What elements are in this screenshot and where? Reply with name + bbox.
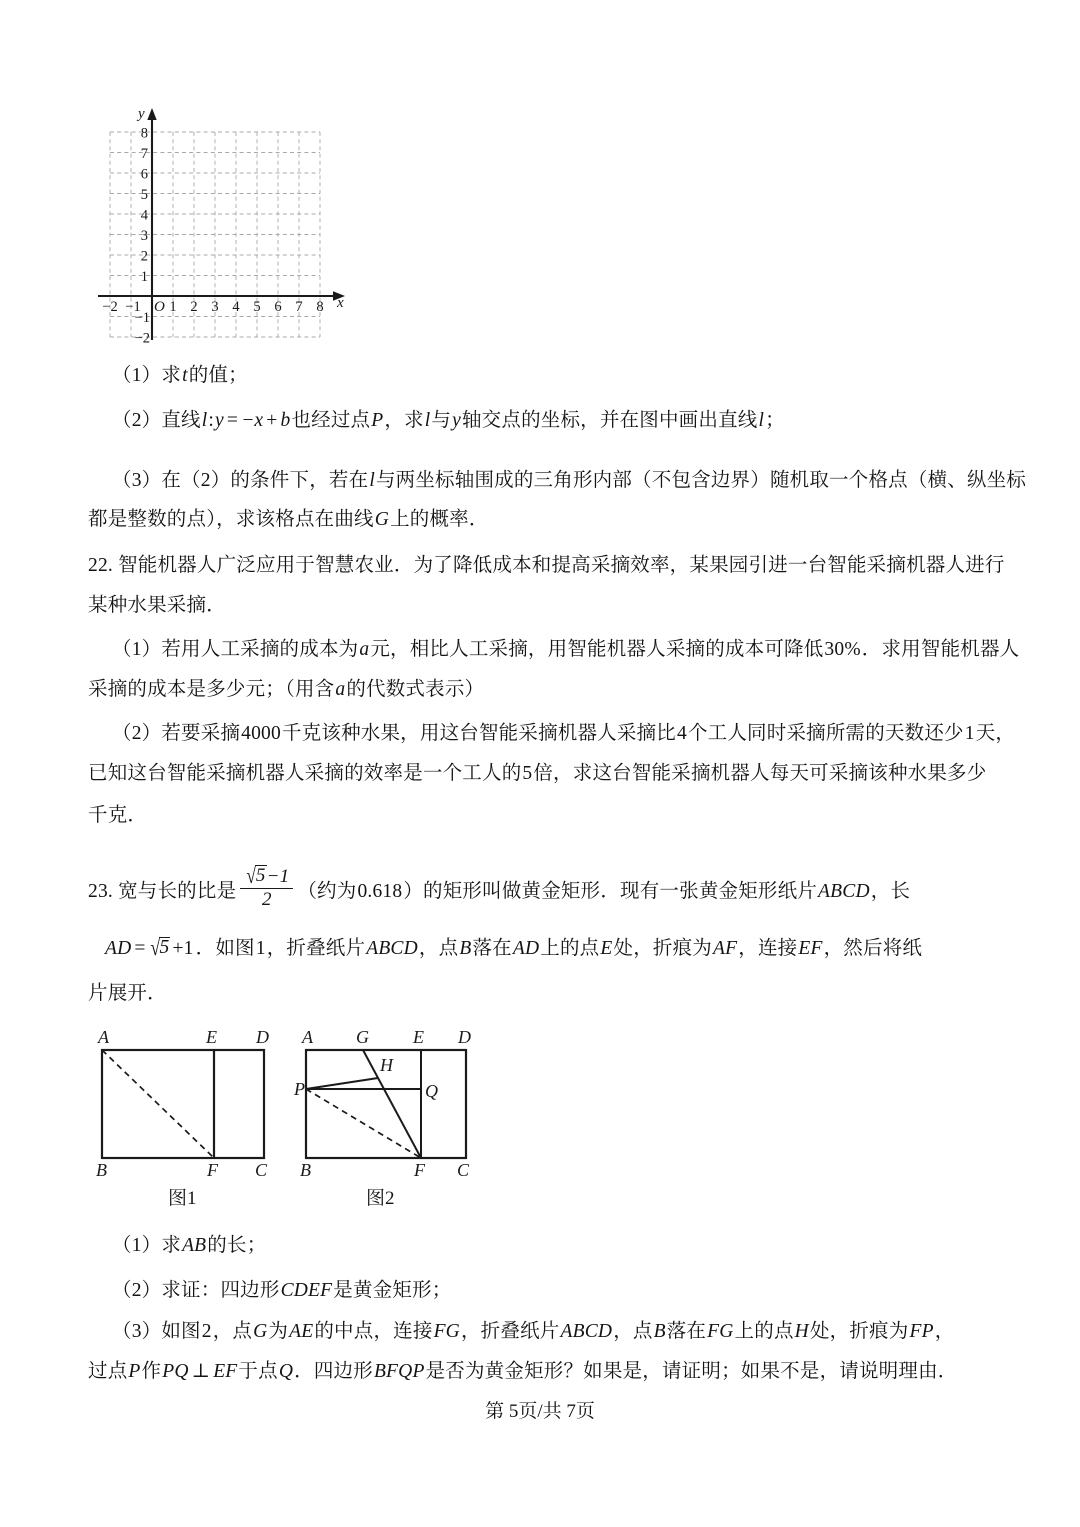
fraction-numerator-tail: −1 bbox=[266, 866, 290, 887]
q21-part3-l1b: 与两坐标轴围成的三角形内部（不包含边界）随机取一个格点（横、纵坐标 bbox=[375, 470, 1027, 491]
q23-AD: AD bbox=[105, 938, 132, 959]
q23-p3-l1a: （3）如图 bbox=[112, 1321, 201, 1342]
q23-fig-ref-1: 1 bbox=[255, 938, 266, 959]
figure-1-label-F: F bbox=[207, 1160, 218, 1180]
q23-p3-P: P bbox=[128, 1361, 141, 1382]
rectangle-ABCD bbox=[102, 1050, 264, 1158]
radical-symbol: √ bbox=[246, 863, 257, 889]
figure-1-label-D: D bbox=[256, 1027, 269, 1047]
q21-part2-P: P bbox=[371, 410, 384, 431]
q21-part3-l2b: 上的概率． bbox=[390, 509, 489, 530]
q22-p1-l1b: 元，相比人工采摘，用智能机器人采摘的成本可降低 bbox=[370, 639, 824, 660]
q21-part3-l1-l: l bbox=[369, 470, 375, 491]
svg-text:6: 6 bbox=[274, 299, 282, 315]
q21-part3-line2 bbox=[88, 510, 489, 530]
q22-line1-text: 智能机器人广泛应用于智慧农业．为了降低成本和提高采摘效率，某果园引进一台智能采摘机器人进行 bbox=[118, 555, 1005, 576]
q22-p2-n3: 1 bbox=[964, 723, 975, 744]
q21-part3-l2-G: G bbox=[374, 509, 390, 530]
q22-number: 22. bbox=[88, 555, 113, 576]
q21-part2-yaxis: y bbox=[452, 410, 461, 431]
q21-part1-var: t bbox=[182, 365, 188, 386]
q21-part2-eq: = bbox=[226, 410, 239, 431]
figure-2-label-E: E bbox=[413, 1027, 424, 1047]
q23-l1c: ）的矩形叫做黄金矩形．现有一张黄金矩形纸片 bbox=[403, 881, 818, 903]
q21-part2-line-l: l bbox=[201, 410, 208, 431]
q22-part1-line1 bbox=[112, 640, 1019, 660]
figure-2-label-H: H bbox=[380, 1055, 393, 1075]
q21-part2-pre: （2）直线 bbox=[112, 410, 201, 431]
q23-part3-line2 bbox=[88, 1362, 957, 1382]
q22-line2 bbox=[88, 596, 226, 616]
q23-p3-H: H bbox=[794, 1321, 809, 1342]
q23-p3-ABCD: ABCD bbox=[560, 1321, 613, 1342]
q23-number: 23. bbox=[88, 881, 113, 903]
coordinate-grid-figure bbox=[88, 100, 358, 345]
radicand: 5 bbox=[255, 865, 266, 886]
q23-p1a: （1）求 bbox=[112, 1235, 182, 1256]
q23-p3-EF: EF bbox=[213, 1361, 238, 1382]
q23-l2b: ，折叠纸片 bbox=[266, 938, 366, 959]
q21-part2-b: b bbox=[280, 410, 291, 431]
svg-text:7: 7 bbox=[140, 146, 148, 162]
svg-text:3: 3 bbox=[211, 299, 219, 315]
q22-p1-l2b: 的代数式表示） bbox=[346, 679, 485, 700]
q22-p2-n2: 4 bbox=[676, 723, 687, 744]
q21-part1-pre: （1）求 bbox=[112, 365, 182, 386]
q23-l2a: ．如图 bbox=[195, 938, 255, 959]
segment-PF-dashed bbox=[306, 1089, 421, 1158]
q23-l2h: ，然后将纸 bbox=[823, 938, 923, 959]
q22-line1 bbox=[88, 556, 1005, 576]
q23-p3-Q: Q bbox=[278, 1361, 294, 1382]
q21-part2-y: y bbox=[215, 410, 224, 431]
sqrt-expression-2 bbox=[148, 935, 171, 961]
page-footer: 第 5页/共 7页 bbox=[485, 1401, 595, 1422]
q21-part2-minus-x: −x bbox=[241, 410, 264, 431]
q23-p3-FG: FG bbox=[433, 1321, 460, 1342]
figure-2-label-P: P bbox=[294, 1079, 305, 1099]
fraction-numerator bbox=[240, 863, 293, 889]
q22-p2-l1a: （2）若要采摘 bbox=[112, 723, 241, 744]
q23-l2c: ，点 bbox=[418, 938, 459, 959]
q23-l2-AF: AF bbox=[713, 938, 738, 959]
figure-2-label-A: A bbox=[302, 1027, 313, 1047]
q23-p3-l2c: 于点 bbox=[238, 1361, 278, 1382]
q23-l2-EF: EF bbox=[798, 938, 823, 959]
q23-p3-PQ: PQ bbox=[162, 1361, 189, 1382]
q23-p3-G: G bbox=[253, 1321, 268, 1342]
figure-2-label-C: C bbox=[457, 1160, 470, 1180]
q23-l1d: ，长 bbox=[870, 881, 911, 903]
figure-2-label-Q: Q bbox=[425, 1081, 438, 1101]
q22-p2-l1c: 个工人同时采摘所需的天数还少 bbox=[687, 723, 964, 744]
svg-text:−1: −1 bbox=[125, 299, 141, 315]
q23-p3-l2b: 作 bbox=[141, 1361, 162, 1382]
golden-ratio-fraction bbox=[240, 863, 293, 910]
svg-text:1: 1 bbox=[140, 269, 148, 285]
figure-1-caption: 图1 bbox=[168, 1188, 197, 1209]
q23-p3-l1i: 处，折痕为 bbox=[809, 1321, 909, 1342]
q23-p3-BFQP: BFQP bbox=[373, 1361, 425, 1382]
svg-text:−2: −2 bbox=[134, 330, 150, 345]
y-axis-arrow bbox=[147, 108, 156, 120]
x-axis-label: x bbox=[337, 295, 344, 311]
q21-part1 bbox=[112, 366, 248, 386]
q23-p3-FG2: FG bbox=[707, 1321, 734, 1342]
q23-l1-ABCD: ABCD bbox=[818, 881, 870, 903]
q23-p3-l1b: ，点 bbox=[212, 1321, 253, 1342]
svg-text:−2: −2 bbox=[102, 299, 118, 315]
q23-p1-AB: AB bbox=[182, 1235, 207, 1256]
q23-l1a: 宽与长的比是 bbox=[118, 881, 237, 903]
q23-p3-l1c: 为 bbox=[268, 1321, 289, 1342]
q21-part3-l1a: （3）在（2）的条件下，若在 bbox=[112, 470, 369, 491]
q21-part2-l2: l bbox=[424, 410, 431, 431]
fraction-denominator: 2 bbox=[261, 888, 272, 910]
q21-part2 bbox=[112, 411, 785, 431]
q22-p2-n1: 4000 bbox=[241, 723, 281, 744]
q23-p3-l2e: 是否为黄金矩形？如果是，请证明；如果不是，请说明理由． bbox=[425, 1361, 958, 1382]
q23-eq: = bbox=[134, 938, 146, 959]
q23-p3-l1f: ，点 bbox=[613, 1321, 653, 1342]
q23-part2 bbox=[112, 1281, 451, 1301]
figure-2-label-G: G bbox=[356, 1027, 369, 1047]
svg-text:4: 4 bbox=[232, 299, 240, 315]
q23-p3-l1g: 落在 bbox=[666, 1321, 707, 1342]
q22-part2-line2 bbox=[88, 764, 986, 784]
coordinate-grid-svg bbox=[88, 100, 358, 345]
q23-p2-CDEF: CDEF bbox=[280, 1280, 333, 1301]
svg-text:5: 5 bbox=[140, 187, 148, 203]
segment-PH bbox=[306, 1078, 378, 1089]
svg-text:3: 3 bbox=[140, 228, 148, 244]
figure-2-label-B: B bbox=[300, 1160, 311, 1180]
figure-1-label-B: B bbox=[96, 1160, 107, 1180]
q22-p1-l1c: ．求用智能机器人 bbox=[861, 639, 1020, 660]
figure-2-label-D: D bbox=[458, 1027, 471, 1047]
origin-label: O bbox=[154, 299, 165, 315]
q23-l2d: 落在 bbox=[472, 938, 512, 959]
q22-part2-line3 bbox=[88, 806, 147, 826]
q23-p3-AE: AE bbox=[289, 1321, 314, 1342]
q23-l2-B: B bbox=[459, 938, 472, 959]
q23-p3-l1j: ， bbox=[934, 1321, 955, 1342]
q23-l2f: 处，折痕为 bbox=[613, 938, 713, 959]
q23-p3-perp: ⊥ bbox=[191, 1361, 211, 1382]
q22-p1-l2-var: a bbox=[335, 679, 346, 700]
q22-p1-l1-var: a bbox=[359, 639, 370, 660]
q23-p3-l2d: ．四边形 bbox=[294, 1361, 373, 1382]
q22-part1-line2 bbox=[88, 680, 484, 700]
y-axis-label: y bbox=[138, 106, 145, 122]
q21-part2-l3: l bbox=[758, 410, 765, 431]
svg-text:7: 7 bbox=[295, 299, 303, 315]
q22-p1-pct: 30% bbox=[824, 639, 861, 660]
q23-p1b: 的长； bbox=[207, 1235, 267, 1256]
q23-p2b: 是黄金矩形； bbox=[333, 1280, 452, 1301]
q23-l2-ABCD: ABCD bbox=[366, 938, 418, 959]
q21-part3-line1 bbox=[112, 471, 1026, 491]
figure-1-label-C: C bbox=[255, 1160, 268, 1180]
q23-p2a: （2）求证：四边形 bbox=[112, 1280, 280, 1301]
q21-part2-tail: 轴交点的坐标，并在图中画出直线 bbox=[461, 410, 758, 431]
q23-part3-line1 bbox=[112, 1322, 954, 1342]
q23-p3-l1d: 的中点，连接 bbox=[314, 1321, 433, 1342]
svg-text:8: 8 bbox=[140, 125, 148, 142]
q23-l3: 片展开． bbox=[88, 983, 167, 1004]
q22-p2-l2a: 已知这台智能采摘机器人采摘的效率是一个工人的 bbox=[88, 763, 522, 784]
q23-p3-fig-ref: 2 bbox=[201, 1321, 212, 1342]
figure-1-label-E: E bbox=[206, 1027, 217, 1047]
figure-2-caption: 图2 bbox=[366, 1188, 395, 1209]
q22-p2-l3: 千克． bbox=[88, 805, 148, 826]
q21-part2-plus: + bbox=[266, 410, 278, 431]
svg-text:1: 1 bbox=[169, 299, 177, 315]
q22-line2-text: 某种水果采摘． bbox=[88, 595, 226, 616]
q23-plus-one: +1 bbox=[172, 938, 194, 959]
q22-part2-line1 bbox=[112, 724, 1015, 744]
q21-part2-end: ； bbox=[765, 410, 785, 431]
segment-AF-dashed bbox=[102, 1050, 214, 1158]
q23-l2g: ，连接 bbox=[738, 938, 798, 959]
svg-text:2: 2 bbox=[140, 248, 148, 265]
q23-l2e: 上的点 bbox=[540, 938, 600, 959]
q23-l1b: （约为 bbox=[297, 881, 357, 903]
q22-p2-l2b: 倍，求这台智能采摘机器人每天可采摘该种水果多少 bbox=[533, 763, 987, 784]
svg-text:4: 4 bbox=[140, 207, 148, 224]
radicand-2: 5 bbox=[159, 937, 170, 958]
q21-part2-colon: : bbox=[208, 410, 215, 431]
q21-part3-l2a: 都是整数的点），求该格点在曲线 bbox=[88, 509, 374, 530]
q21-part2-mid2: ，求 bbox=[384, 410, 424, 431]
sqrt-expression bbox=[244, 863, 266, 889]
q23-line3 bbox=[88, 984, 167, 1004]
radical-symbol-2: √ bbox=[150, 935, 161, 961]
svg-text:2: 2 bbox=[190, 299, 198, 315]
q21-part1-post: 的值； bbox=[188, 365, 248, 386]
q23-line2 bbox=[104, 935, 923, 961]
q23-p3-l1e: ，折叠纸片 bbox=[460, 1321, 560, 1342]
q21-part2-mid: 也经过点 bbox=[291, 410, 371, 431]
q23-p3-B: B bbox=[653, 1321, 666, 1342]
q23-l2-AD2: AD bbox=[512, 938, 540, 959]
q23-golden-value: 0.618 bbox=[357, 881, 403, 903]
q21-part2-mid3: 与 bbox=[431, 410, 452, 431]
svg-text:6: 6 bbox=[140, 166, 148, 183]
q22-p1-l1a: （1）若用人工采摘的成本为 bbox=[112, 639, 359, 660]
figure-1-label-A: A bbox=[98, 1027, 109, 1047]
q23-l2-E: E bbox=[600, 938, 613, 959]
q23-p3-FP: FP bbox=[909, 1321, 934, 1342]
q22-p2-l1d: 天， bbox=[975, 723, 1016, 744]
svg-text:8: 8 bbox=[316, 299, 324, 315]
figure-2-label-F: F bbox=[414, 1160, 425, 1180]
svg-text:−1: −1 bbox=[134, 310, 150, 326]
q23-line1 bbox=[88, 863, 911, 912]
q22-p1-l2a: 采摘的成本是多少元；（用含 bbox=[88, 679, 335, 700]
q23-p3-l1h: 上的点 bbox=[734, 1321, 794, 1342]
q23-part1 bbox=[112, 1236, 266, 1256]
q22-p2-l1b: 千克该种水果，用这台智能采摘机器人采摘比 bbox=[281, 723, 676, 744]
y-tick-labels bbox=[135, 126, 150, 346]
q22-p2-l2-n: 5 bbox=[522, 763, 533, 784]
q23-p3-l2a: 过点 bbox=[88, 1361, 128, 1382]
svg-text:5: 5 bbox=[253, 299, 261, 315]
